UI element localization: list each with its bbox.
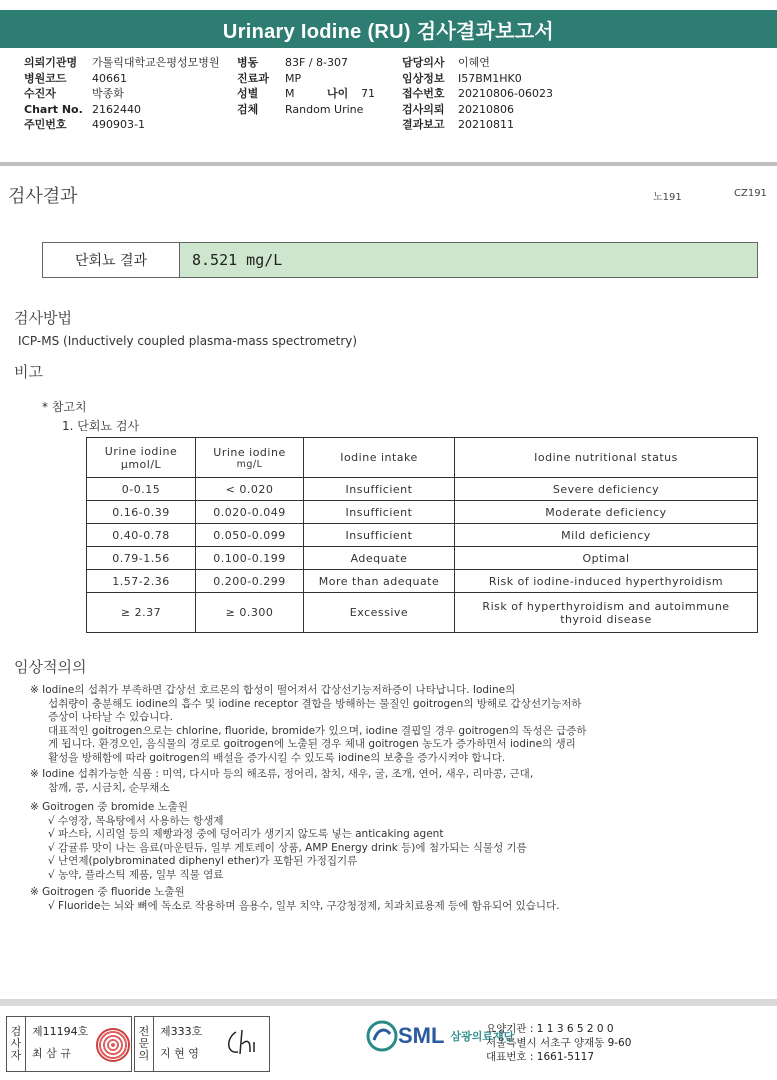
method-text: ICP-MS (Inductively coupled plasma-mass spectrometry) (18, 334, 358, 348)
result-tag-1: 노191 (653, 192, 682, 203)
signature-icon (222, 1024, 264, 1060)
examiner-info (26, 1017, 94, 1071)
header-cell: Urine iodine μmol/L (87, 438, 196, 478)
report-title: Urinary Iodine (RU) 검사결과보고서 (0, 10, 777, 48)
bromide-item: √ 수영장, 목욕탕에서 사용하는 항생제 (48, 814, 224, 827)
fluoride-title: ※ Goitrogen 중 fluoride 노출원 (30, 886, 185, 898)
org-line: 서울특별시 서초구 양재동 9-60 (486, 1037, 632, 1049)
table-cell: 0.40-0.78 (87, 524, 196, 547)
clinical-heading: 임상적의의 (14, 658, 87, 676)
header-cell: Urine iodine mg/L (196, 438, 304, 478)
info-label: Chart No. (24, 102, 83, 116)
bromide-item: √ 농약, 플라스틱 제품, 일부 직물 염료 (48, 868, 224, 881)
clinical-line: 섭취량이 충분해도 iodine의 흡수 및 iodine receptor 결합을 방해하는 물질인 goitrogen의 방해로 갑상선기능저하 (48, 697, 582, 710)
clinical-line: 대표적인 goitrogen으로는 chlorine, fluoride, bromide가 있으며, iodine 결핍일 경우 goitrogen의 독성은 급증하 (48, 724, 587, 737)
bromide-title: ※ Goitrogen 중 bromide 노출원 (30, 801, 189, 813)
table-cell: Mild deficiency (455, 524, 758, 547)
clinical-line: 활성을 방해함에 따라 goitrogen의 배설을 증가시킬 수 있도록 iodine의 보충을 증가시켜야 합니다. (48, 751, 506, 764)
header-cell: Iodine nutritional status (455, 438, 758, 478)
table-cell: 0.050-0.099 (196, 524, 304, 547)
table-cell: ≥ 2.37 (87, 593, 196, 633)
info-value: 490903-1 (92, 118, 145, 131)
specialist-name: 지 현 영 (160, 1047, 199, 1060)
table-row (87, 570, 758, 593)
info-value: 20210811 (458, 118, 514, 131)
method-heading: 검사방법 (14, 309, 72, 327)
info-value: Random Urine (285, 102, 364, 116)
org-line: 대표번호 : 1661-5117 (486, 1051, 595, 1063)
info-label: 검사의뢰 (402, 102, 445, 116)
info-column-1 (24, 55, 220, 133)
specialist-license: 제333호 (160, 1025, 203, 1038)
organization-info (486, 1022, 631, 1064)
clinical-line: ※ Iodine의 섭취가 부족하면 갑상선 호르몬의 합성이 떨어져서 갑상선기능저하증이 나타납니다. Iodine의 (30, 684, 516, 696)
table-cell: 0.200-0.299 (196, 570, 304, 593)
info-value: 40661 (92, 71, 127, 85)
footer-divider (0, 999, 777, 1006)
info-label: 병동 (237, 56, 259, 69)
info-value: 가톨릭대학교은평성모병원 (92, 56, 220, 69)
info-value: M (285, 87, 295, 100)
table-cell: 0.100-0.199 (196, 547, 304, 570)
examiner-label: 검 사 자 (7, 1017, 26, 1071)
logo-name: 삼광의료재단 (450, 1030, 515, 1043)
info-column-2 (237, 55, 375, 117)
clinical-line: 증상이 나타날 수 있습니다. (48, 711, 173, 723)
info-label: 수진자 (24, 87, 56, 100)
table-cell: Adequate (304, 547, 455, 570)
info-label: 의뢰기관명 (24, 56, 78, 69)
seal-stamp-icon (96, 1028, 130, 1062)
info-value: I57BM1HK0 (458, 71, 522, 85)
specialist-label: 전 문 의 (135, 1017, 154, 1071)
info-label: 결과보고 (402, 118, 445, 131)
info-column-3 (402, 55, 553, 133)
table-cell: Insufficient (304, 478, 455, 501)
clinical-text (30, 684, 770, 913)
table-header-row (87, 438, 758, 478)
result-tag-2: CZ191 (734, 188, 767, 199)
fluoride-item: √ Fluoride는 뇌와 뼈에 독소로 작용하며 음용수, 일부 치약, 구강청정제, 치과치료용제 등에 함유되어 있습니다. (48, 899, 560, 912)
info-value: 20210806-06023 (458, 87, 553, 100)
table-cell: Optimal (455, 547, 758, 570)
info-value: 박종화 (92, 87, 124, 100)
table-cell: Moderate deficiency (455, 501, 758, 524)
info-value: MP (285, 71, 302, 85)
table-row (87, 524, 758, 547)
table-cell: Insufficient (304, 501, 455, 524)
table-cell: Insufficient (304, 524, 455, 547)
info-label: 접수번호 (402, 87, 445, 100)
info-value: 2162440 (92, 102, 141, 116)
org-line: 요양기관 : 1 1 3 6 5 2 0 0 (486, 1023, 614, 1035)
table-cell: Excessive (304, 593, 455, 633)
table-row (87, 478, 758, 501)
bromide-item: √ 감귤류 맛이 나는 음료(마운틴듀, 일부 게토레이 상품, AMP Energy drink 등)에 첨가되는 식물성 기름 (48, 841, 527, 854)
logo-mark: SML (398, 1023, 445, 1048)
examiner-name: 최 삼 규 (32, 1047, 71, 1060)
table-row (87, 547, 758, 570)
clinical-line: 게 됩니다. 환경오인, 음식물의 경로로 goitrogen에 노출된 경우 체내 goitrogen 농도가 증가하면서 iodine의 생리 (48, 738, 576, 750)
result-box (42, 242, 758, 278)
sml-logo-icon (366, 1020, 398, 1052)
table-cell: < 0.020 (196, 478, 304, 501)
table-cell: More than adequate (304, 570, 455, 593)
divider (0, 162, 777, 166)
results-heading: 검사결과 (8, 186, 78, 207)
examiner-license: 제11194호 (32, 1025, 89, 1038)
info-label: 병원코드 (24, 71, 67, 85)
info-value: 83F / 8-307 (285, 56, 348, 69)
specialist-info (154, 1017, 208, 1071)
reference-subtitle: 1. 단회뇨 검사 (62, 419, 140, 433)
remarks-heading: 비고 (14, 363, 43, 381)
info-label: 진료과 (237, 71, 269, 85)
table-row (87, 593, 758, 633)
reference-table (86, 437, 758, 633)
age-value: 71 (361, 87, 375, 100)
bromide-item: √ 난연제(polybrominated diphenyl ether)가 포함된 가정집기류 (48, 855, 358, 867)
table-cell: Severe deficiency (455, 478, 758, 501)
table-cell: 0.79-1.56 (87, 547, 196, 570)
info-label: 성별 (237, 87, 259, 100)
table-cell: 1.57-2.36 (87, 570, 196, 593)
age-label: 나이 (327, 87, 349, 100)
table-cell: Risk of iodine-induced hyperthyroidism (455, 570, 758, 593)
table-cell: 0-0.15 (87, 478, 196, 501)
result-value: 8.521 mg/L (180, 243, 757, 277)
info-value: 이혜연 (458, 56, 490, 69)
table-row (87, 501, 758, 524)
clinical-line: 참깨, 콩, 시금치, 순무채소 (48, 781, 170, 794)
reference-title: * 참고치 (42, 400, 87, 414)
table-cell: 0.16-0.39 (87, 501, 196, 524)
table-cell: Risk of hyperthyroidism and autoimmune thyroid disease (455, 593, 758, 633)
table-cell: 0.020-0.049 (196, 501, 304, 524)
result-label: 단회뇨 결과 (43, 243, 180, 277)
info-label: 검체 (237, 102, 259, 116)
clinical-line: ※ Iodine 섭취가능한 식품 : 미역, 다시마 등의 해조류, 정어리, 참치, 새우, 굴, 조개, 연어, 새우, 리마콩, 근대, (30, 768, 534, 780)
info-value: 20210806 (458, 102, 514, 116)
info-label: 주민번호 (24, 118, 67, 131)
bromide-item: √ 파스타, 시리얼 등의 제빵과정 중에 덩어리가 생기지 않도록 넣는 anticaking agent (48, 828, 444, 840)
table-cell: ≥ 0.300 (196, 593, 304, 633)
info-label: 임상정보 (402, 71, 445, 85)
info-label: 담당의사 (402, 56, 445, 69)
header-cell: Iodine intake (304, 438, 455, 478)
